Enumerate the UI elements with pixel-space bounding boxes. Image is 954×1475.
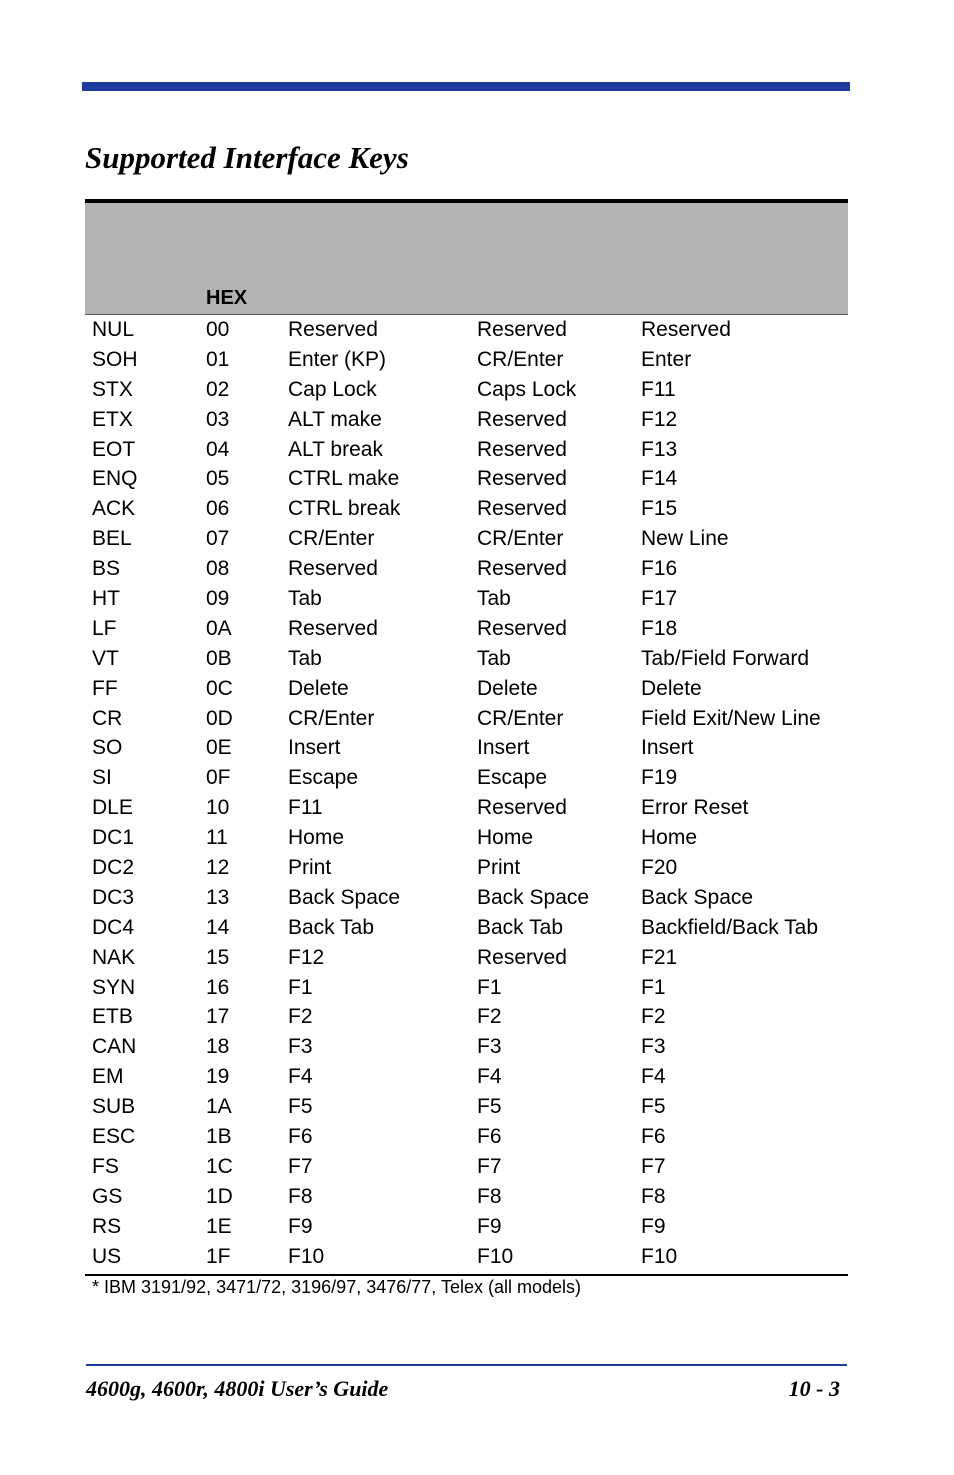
cell-col3: F1 xyxy=(288,975,313,999)
cell-hex: 10 xyxy=(206,796,230,820)
cell-hex: 1A xyxy=(206,1095,232,1119)
cell-col3: Reserved xyxy=(288,616,378,640)
cell-col3: Print xyxy=(288,856,332,880)
cell-col4: Delete xyxy=(477,676,538,700)
cell-col3: Cap Lock xyxy=(288,377,377,401)
cell-col3: Enter (KP) xyxy=(288,347,387,371)
table-row xyxy=(85,763,848,793)
cell-col5: Delete xyxy=(641,676,702,700)
cell-hex: 05 xyxy=(206,467,230,491)
table-row xyxy=(85,435,848,465)
interface-keys-table xyxy=(85,199,848,1298)
table-row xyxy=(85,1122,848,1152)
cell-col5: Enter xyxy=(641,347,692,371)
table-row xyxy=(85,345,848,375)
cell-col3: F2 xyxy=(288,1005,313,1029)
cell-ascii: RS xyxy=(92,1214,122,1238)
cell-ascii: SO xyxy=(92,736,123,760)
table-row xyxy=(85,614,848,644)
cell-hex: 17 xyxy=(206,1005,230,1029)
cell-col4: F9 xyxy=(477,1214,502,1238)
cell-col5: F6 xyxy=(641,1125,666,1149)
table-row xyxy=(85,464,848,494)
cell-hex: 03 xyxy=(206,407,230,431)
cell-col4: Reserved xyxy=(477,318,567,341)
footer-page-number: 10 - 3 xyxy=(788,1376,840,1401)
page-title: Supported Interface Keys xyxy=(85,140,409,175)
cell-col5: F3 xyxy=(641,1035,666,1059)
cell-col5: F17 xyxy=(641,587,678,611)
cell-col3: ALT break xyxy=(288,437,383,461)
cell-col3: Home xyxy=(288,826,345,850)
cell-col5: F9 xyxy=(641,1214,666,1238)
top-accent-bar xyxy=(82,82,850,91)
table-row xyxy=(85,405,848,435)
table-row xyxy=(85,524,848,554)
cell-col3: F7 xyxy=(288,1154,313,1178)
footer-rule xyxy=(86,1364,847,1366)
cell-hex: 07 xyxy=(206,527,230,551)
cell-col4: F3 xyxy=(477,1035,502,1059)
cell-ascii: US xyxy=(92,1244,122,1268)
cell-hex: 04 xyxy=(206,437,230,461)
cell-ascii: ENQ xyxy=(92,467,138,491)
cell-ascii: EM xyxy=(92,1065,124,1089)
cell-col5: Insert xyxy=(641,736,694,760)
cell-col4: Reserved xyxy=(477,467,567,491)
table-row xyxy=(85,1152,848,1182)
cell-col4: Print xyxy=(477,856,521,880)
cell-col3: Reserved xyxy=(288,557,378,581)
cell-ascii: GS xyxy=(92,1184,123,1208)
cell-ascii: BS xyxy=(92,557,121,581)
cell-col4: CR/Enter xyxy=(477,706,564,730)
cell-col4: F2 xyxy=(477,1005,502,1029)
cell-hex: 1B xyxy=(206,1125,232,1149)
cell-hex: 0C xyxy=(206,676,233,700)
cell-col5: F15 xyxy=(641,497,678,521)
cell-hex: 01 xyxy=(206,347,230,371)
cell-col5: F5 xyxy=(641,1095,666,1119)
table-row xyxy=(85,674,848,704)
table-row xyxy=(85,1002,848,1032)
cell-col3: Reserved xyxy=(288,318,378,341)
cell-hex: 00 xyxy=(206,318,230,341)
cell-hex: 15 xyxy=(206,945,230,969)
cell-col5: F21 xyxy=(641,945,678,969)
cell-ascii: ETB xyxy=(92,1005,133,1029)
cell-col5: F4 xyxy=(641,1065,666,1089)
table-row xyxy=(85,823,848,853)
cell-col4: F8 xyxy=(477,1184,502,1208)
cell-col5: New Line xyxy=(641,527,729,551)
cell-ascii: DC2 xyxy=(92,856,135,880)
cell-hex: 13 xyxy=(206,885,230,909)
cell-col4: F10 xyxy=(477,1244,514,1268)
cell-col5: F14 xyxy=(641,467,678,491)
cell-col3: Tab xyxy=(288,587,322,611)
cell-col4: Back Space xyxy=(477,885,590,909)
cell-col5: F13 xyxy=(641,437,678,461)
cell-col5: F20 xyxy=(641,856,678,880)
cell-col3: CTRL break xyxy=(288,497,401,521)
cell-col3: ALT make xyxy=(288,407,382,431)
cell-col4: Escape xyxy=(477,766,548,790)
cell-col3: F11 xyxy=(288,796,323,820)
table-row xyxy=(85,793,848,823)
cell-col3: Insert xyxy=(288,736,341,760)
cell-col5: Reserved xyxy=(641,318,731,341)
cell-col3: F8 xyxy=(288,1184,313,1208)
table-body xyxy=(85,315,848,1272)
cell-col3: CR/Enter xyxy=(288,706,375,730)
cell-hex: 11 xyxy=(206,826,228,850)
cell-hex: 0E xyxy=(206,736,232,760)
cell-ascii: DC1 xyxy=(92,826,135,850)
cell-hex: 18 xyxy=(206,1035,230,1059)
cell-hex: 14 xyxy=(206,915,230,939)
table-row xyxy=(85,1212,848,1242)
cell-col4: Reserved xyxy=(477,437,567,461)
table-row xyxy=(85,704,848,734)
cell-ascii: SUB xyxy=(92,1095,136,1119)
cell-col4: Back Tab xyxy=(477,915,563,939)
cell-col5: F18 xyxy=(641,616,678,640)
footer-guide-title: 4600g, 4600r, 4800i User’s Guide xyxy=(86,1376,389,1401)
cell-col5: Field Exit/New Line xyxy=(641,706,821,730)
cell-col5: F2 xyxy=(641,1005,666,1029)
cell-ascii: ETX xyxy=(92,407,133,431)
cell-ascii: STX xyxy=(92,377,133,401)
cell-ascii: HT xyxy=(92,587,120,611)
cell-col4: Insert xyxy=(477,736,530,760)
cell-hex: 1E xyxy=(206,1214,232,1238)
cell-col4: Reserved xyxy=(477,945,567,969)
cell-col5: F16 xyxy=(641,557,678,581)
cell-hex: 09 xyxy=(206,587,230,611)
cell-ascii: ESC xyxy=(92,1125,136,1149)
table-row xyxy=(85,315,848,345)
cell-col3: CTRL make xyxy=(288,467,400,491)
cell-col4: Reserved xyxy=(477,796,567,820)
cell-ascii: DLE xyxy=(92,796,133,820)
cell-ascii: EOT xyxy=(92,437,136,461)
cell-col4: F1 xyxy=(477,975,502,999)
cell-col5: F1 xyxy=(641,975,666,999)
table-row xyxy=(85,853,848,883)
cell-ascii: DC3 xyxy=(92,885,135,909)
table-row xyxy=(85,1092,848,1122)
cell-ascii: SOH xyxy=(92,347,138,371)
cell-ascii: DC4 xyxy=(92,915,135,939)
table-row xyxy=(85,733,848,763)
cell-col4: Tab xyxy=(477,646,511,670)
cell-hex: 1F xyxy=(206,1244,231,1268)
cell-col5: Home xyxy=(641,826,698,850)
cell-col4: F6 xyxy=(477,1125,502,1149)
table-footnote: * IBM 3191/92, 3471/72, 3196/97, 3476/77, Telex (all models) xyxy=(92,1276,581,1297)
cell-ascii: NAK xyxy=(92,945,136,969)
table-row xyxy=(85,1242,848,1272)
cell-col4: Reserved xyxy=(477,616,567,640)
table-row xyxy=(85,1032,848,1062)
cell-col3: Escape xyxy=(288,766,359,790)
table-row xyxy=(85,943,848,973)
cell-col3: CR/Enter xyxy=(288,527,375,551)
cell-hex: 1D xyxy=(206,1184,233,1208)
cell-hex: 12 xyxy=(206,856,230,880)
cell-ascii: FF xyxy=(92,676,118,700)
cell-col3: Tab xyxy=(288,646,322,670)
cell-ascii: LF xyxy=(92,616,117,640)
cell-col5: Backfield/Back Tab xyxy=(641,915,819,939)
cell-col3: Back Space xyxy=(288,885,401,909)
table-row xyxy=(85,375,848,405)
table-row xyxy=(85,494,848,524)
table-row xyxy=(85,554,848,584)
cell-col4: Tab xyxy=(477,587,511,611)
cell-hex: 0D xyxy=(206,706,233,730)
cell-col3: F12 xyxy=(288,945,325,969)
cell-col4: Caps Lock xyxy=(477,377,577,401)
cell-hex: 0F xyxy=(206,766,231,790)
table-row xyxy=(85,973,848,1003)
cell-col4: F4 xyxy=(477,1065,502,1089)
cell-ascii: FS xyxy=(92,1154,119,1178)
cell-ascii: CAN xyxy=(92,1035,137,1059)
table-row xyxy=(85,913,848,943)
cell-col3: F3 xyxy=(288,1035,313,1059)
table-row xyxy=(85,1182,848,1212)
cell-hex: 08 xyxy=(206,557,230,581)
cell-col3: F10 xyxy=(288,1244,325,1268)
cell-col4: Home xyxy=(477,826,534,850)
cell-col5: Tab/Field Forward xyxy=(641,646,810,670)
cell-hex: 0B xyxy=(206,646,232,670)
cell-col3: F9 xyxy=(288,1214,313,1238)
cell-col4: F7 xyxy=(477,1154,502,1178)
cell-hex: 0A xyxy=(206,616,232,640)
cell-col5: Error Reset xyxy=(641,796,749,820)
table-bottom-rule xyxy=(85,1274,848,1276)
header-hex: HEX xyxy=(206,287,248,309)
table-row xyxy=(85,1062,848,1092)
cell-col4: Reserved xyxy=(477,497,567,521)
cell-col3: Back Tab xyxy=(288,915,374,939)
cell-ascii: SI xyxy=(92,766,112,790)
cell-col5: F10 xyxy=(641,1244,678,1268)
cell-ascii: VT xyxy=(92,646,119,670)
cell-col3: Delete xyxy=(288,676,349,700)
cell-ascii: CR xyxy=(92,706,123,730)
table-row xyxy=(85,644,848,674)
table-header xyxy=(85,203,848,315)
cell-hex: 1C xyxy=(206,1154,233,1178)
cell-col3: F6 xyxy=(288,1125,313,1149)
cell-col3: F5 xyxy=(288,1095,313,1119)
cell-hex: 19 xyxy=(206,1065,230,1089)
cell-col5: F19 xyxy=(641,766,678,790)
cell-col5: F11 xyxy=(641,377,676,401)
cell-col4: CR/Enter xyxy=(477,347,564,371)
cell-ascii: ACK xyxy=(92,497,136,521)
cell-col5: F7 xyxy=(641,1154,666,1178)
cell-col4: Reserved xyxy=(477,557,567,581)
cell-hex: 16 xyxy=(206,975,230,999)
cell-col5: Back Space xyxy=(641,885,754,909)
cell-ascii: BEL xyxy=(92,527,132,551)
table-row xyxy=(85,883,848,913)
cell-col3: F4 xyxy=(288,1065,313,1089)
cell-ascii: SYN xyxy=(92,975,136,999)
cell-col5: F8 xyxy=(641,1184,666,1208)
cell-col4: Reserved xyxy=(477,407,567,431)
cell-col5: F12 xyxy=(641,407,678,431)
table-row xyxy=(85,584,848,614)
cell-ascii: NUL xyxy=(92,318,135,341)
cell-hex: 06 xyxy=(206,497,230,521)
cell-col4: CR/Enter xyxy=(477,527,564,551)
cell-hex: 02 xyxy=(206,377,230,401)
cell-col4: F5 xyxy=(477,1095,502,1119)
